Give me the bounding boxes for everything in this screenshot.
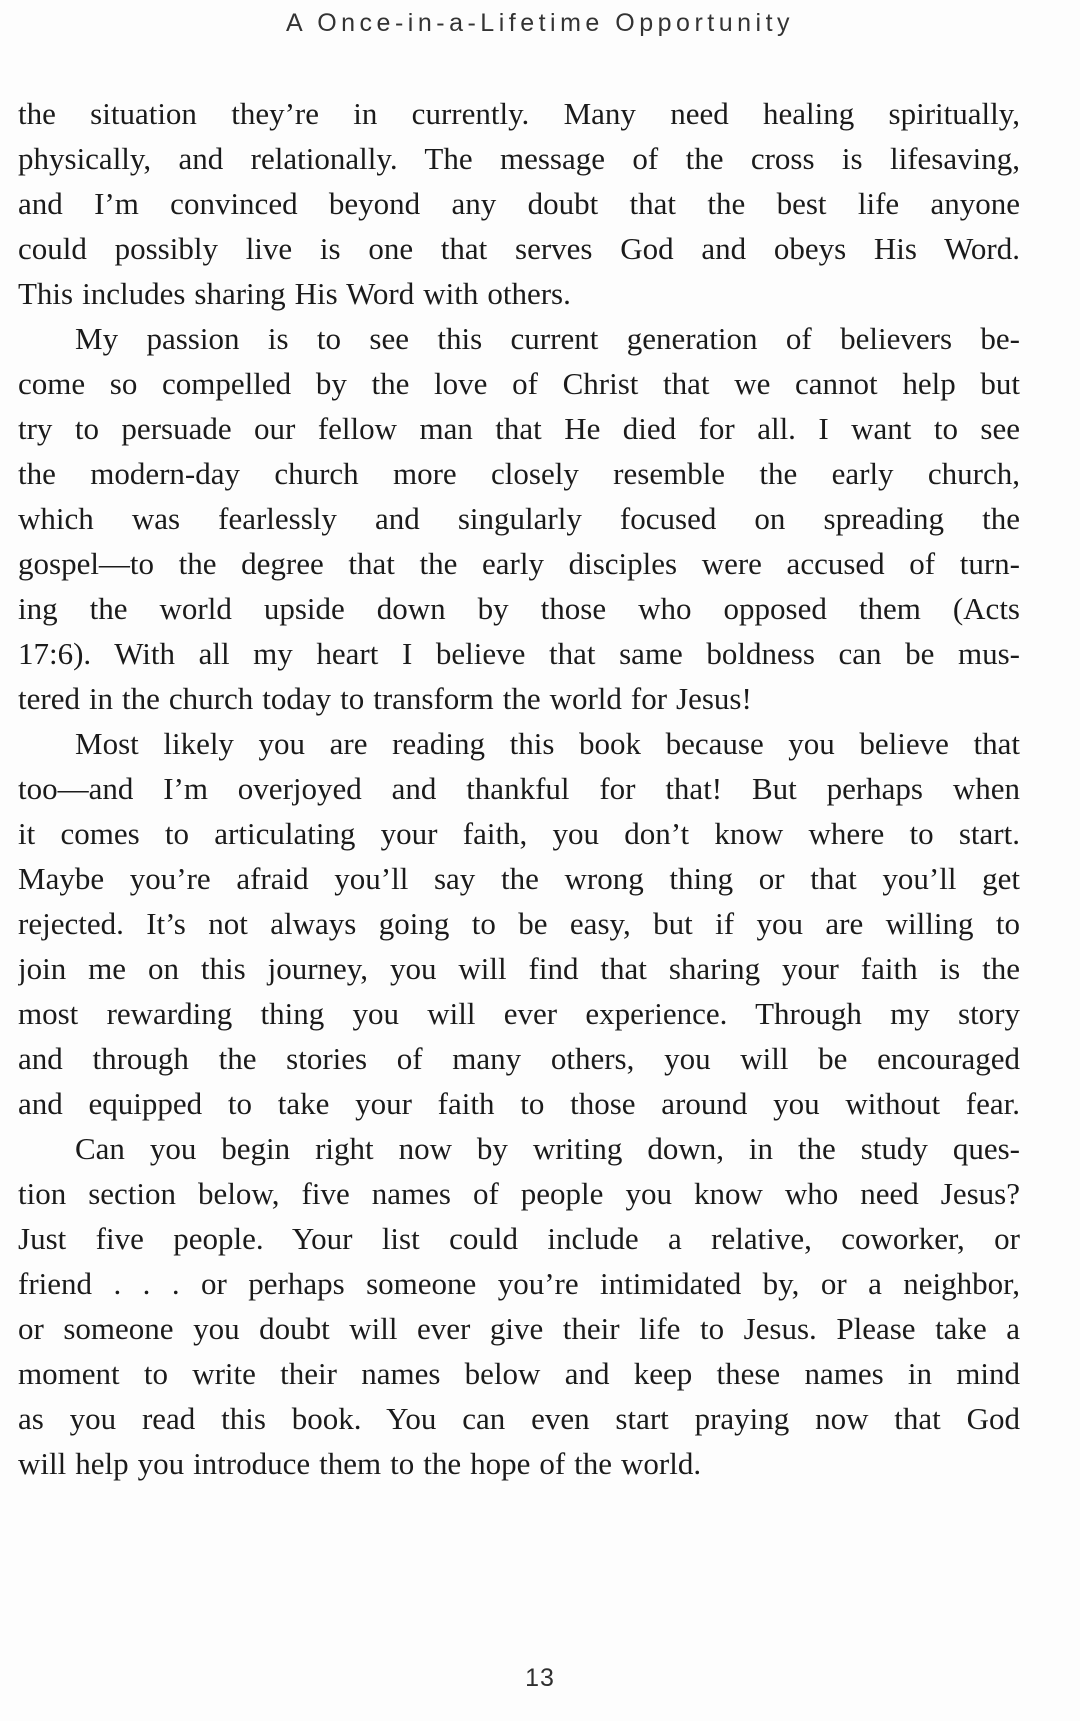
- paragraph: [18, 316, 1020, 721]
- text-line: try to persuade our fellow man that He died for all. I want to see: [18, 411, 1020, 446]
- text-line: Most likely you are reading this book because you believe that: [75, 726, 1020, 761]
- text-line: could possibly live is one that serves God and obeys His Word.: [18, 231, 1020, 266]
- text-line: come so compelled by the love of Christ that we cannot help but: [18, 366, 1020, 401]
- text-line: it comes to articulating your faith, you don’t know where to start.: [18, 816, 1020, 851]
- text-line: and through the stories of many others, you will be encouraged: [18, 1041, 1020, 1076]
- text-line: gospel—to the degree that the early disciples were accused of turn-: [18, 546, 1020, 581]
- text-line: which was fearlessly and singularly focused on spreading the: [18, 501, 1020, 536]
- text-line: friend . . . or perhaps someone you’re intimidated by, or a neighbor,: [18, 1266, 1020, 1301]
- text-line: Just five people. Your list could include a relative, coworker, or: [18, 1221, 1020, 1256]
- text-line: 17:6). With all my heart I believe that same boldness can be mus-: [18, 636, 1020, 671]
- text-line: rejected. It’s not always going to be easy, but if you are willing to: [18, 906, 1020, 941]
- text-line: physically, and relationally. The message of the cross is lifesaving,: [18, 141, 1020, 176]
- text-line: will help you introduce them to the hope of the world.: [18, 1446, 702, 1481]
- text-line: the modern-day church more closely resemble the early church,: [18, 456, 1020, 491]
- text-line: tered in the church today to transform the world for Jesus!: [18, 681, 752, 716]
- page-body: [18, 91, 1020, 1486]
- text-line: Can you begin right now by writing down, in the study ques-: [75, 1131, 1020, 1166]
- paragraph: [18, 1126, 1020, 1486]
- text-line: or someone you doubt will ever give their life to Jesus. Please take a: [18, 1311, 1020, 1346]
- text-line: My passion is to see this current generation of believers be-: [75, 321, 1020, 356]
- text-line: moment to write their names below and keep these names in mind: [18, 1356, 1020, 1391]
- text-line: tion section below, five names of people you know who need Jesus?: [18, 1176, 1020, 1211]
- page-number: 13: [525, 1664, 555, 1692]
- text-line: as you read this book. You can even start praying now that God: [18, 1401, 1020, 1436]
- text-line: and equipped to take your faith to those around you without fear.: [18, 1086, 1020, 1121]
- running-header: A Once-in-a-Lifetime Opportunity: [285, 9, 795, 37]
- text-line: ing the world upside down by those who opposed them (Acts: [18, 591, 1020, 626]
- text-line: too—and I’m overjoyed and thankful for that! But perhaps when: [18, 771, 1020, 806]
- text-line: Maybe you’re afraid you’ll say the wrong thing or that you’ll get: [18, 861, 1020, 896]
- text-line: join me on this journey, you will find that sharing your faith is the: [18, 951, 1020, 986]
- paragraph: [18, 91, 1020, 316]
- text-line: and I’m convinced beyond any doubt that the best life anyone: [18, 186, 1020, 221]
- paragraph: [18, 721, 1020, 1126]
- text-line: the situation they’re in currently. Many need healing spiritually,: [18, 96, 1020, 131]
- text-line: most rewarding thing you will ever experience. Through my story: [18, 996, 1020, 1031]
- text-line: This includes sharing His Word with others.: [18, 276, 571, 311]
